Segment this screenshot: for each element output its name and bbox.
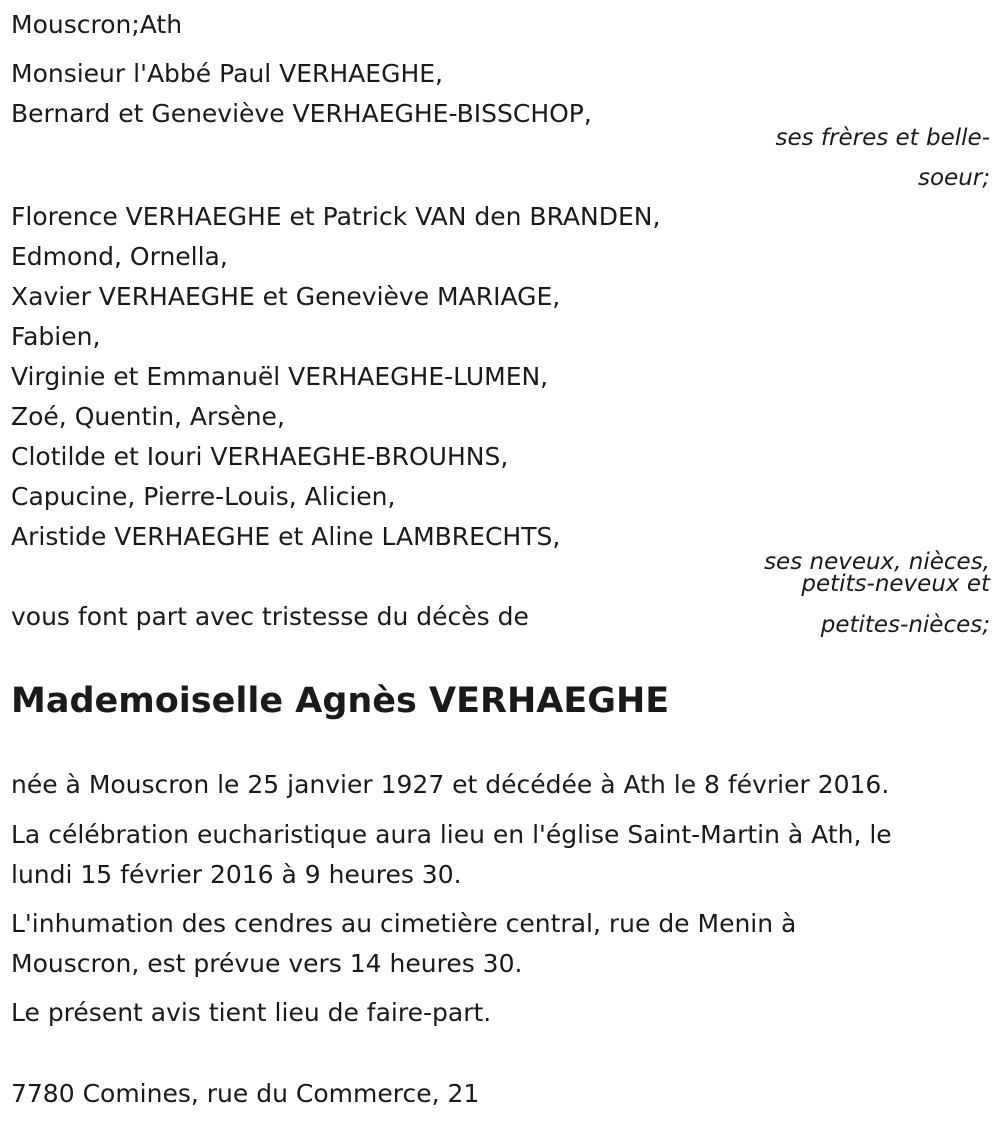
sibling-line: Bernard et Geneviève VERHAEGHE-BISSCHOP, <box>11 99 592 128</box>
deceased-name: Mademoiselle Agnès VERHAEGHE <box>11 681 670 721</box>
nephews-relation: ses neveux, nièces, <box>764 549 990 575</box>
nephews-relation: petits-neveux et <box>801 571 990 597</box>
nephew-line: Edmond, Ornella, <box>11 242 228 271</box>
address-text: 7780 Comines, rue du Commerce, 21 <box>11 1079 480 1108</box>
siblings-relation: soeur; <box>918 165 990 191</box>
nephews-relation: petites-nièces; <box>820 612 990 638</box>
nephew-line: Aristide VERHAEGHE et Aline LAMBRECHTS, <box>11 522 561 551</box>
nephew-line: Xavier VERHAEGHE et Geneviève MARIAGE, <box>11 282 561 311</box>
burial-text: L'inhumation des cendres au cimetière central, rue de Menin à <box>11 909 797 938</box>
nephew-line: Clotilde et Iouri VERHAEGHE-BROUHNS, <box>11 442 509 471</box>
nephew-line: Virginie et Emmanuël VERHAEGHE-LUMEN, <box>11 362 549 391</box>
nephew-line: Zoé, Quentin, Arsène, <box>11 402 285 431</box>
header-location: Mouscron;Ath <box>11 10 183 39</box>
burial-text: Mouscron, est prévue vers 14 heures 30. <box>11 949 523 978</box>
celebration-text: lundi 15 février 2016 à 9 heures 30. <box>11 860 462 889</box>
siblings-relation: ses frères et belle- <box>775 125 990 151</box>
celebration-text: La célébration eucharistique aura lieu en l'église Saint-Martin à Ath, le <box>11 820 892 849</box>
nephew-line: Capucine, Pierre-Louis, Alicien, <box>11 482 396 511</box>
announcement-text: vous font part avec tristesse du décès de <box>11 602 529 631</box>
nephew-line: Fabien, <box>11 322 101 351</box>
nephew-line: Florence VERHAEGHE et Patrick VAN den BRANDEN, <box>11 202 661 231</box>
notice-text: Le présent avis tient lieu de faire-part. <box>11 998 492 1027</box>
birth-death-text: née à Mouscron le 25 janvier 1927 et décédée à Ath le 8 février 2016. <box>11 770 890 799</box>
sibling-line: Monsieur l'Abbé Paul VERHAEGHE, <box>11 59 444 88</box>
